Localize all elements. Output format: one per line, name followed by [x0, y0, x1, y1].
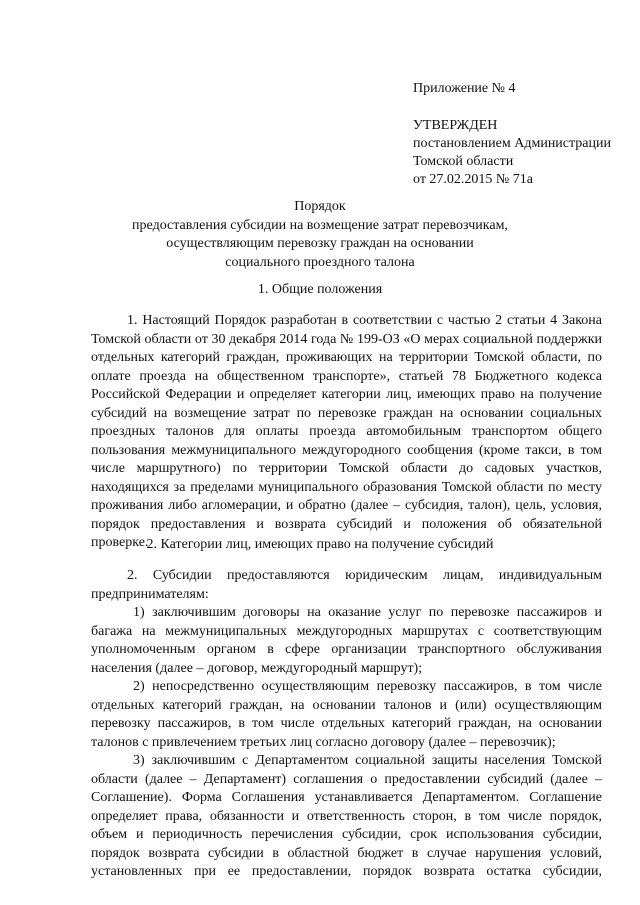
section-1-heading: 1. Общие положения: [257, 282, 383, 297]
approval-stamp: [413, 80, 623, 189]
title-line-1: Порядок: [294, 199, 346, 214]
paragraph-2: 2. Субсидии предоставляются юридическим лицам, индивидуальным предпринимателям:: [91, 568, 602, 602]
appendix-label: Приложение № 4: [413, 81, 516, 96]
title-line-2: предоставления субсидии на возмещение затрат перевозчикам,: [132, 217, 508, 233]
approved-by-line-2: Томской области: [413, 154, 514, 169]
title-line-4: социального проездного талона: [225, 254, 415, 270]
approved-by-line-1: постановлением Администрации: [413, 136, 611, 151]
approved-label: УТВЕРЖДЕН: [413, 118, 498, 133]
list-item-1: 1) заключившим договоры на оказание услуг по перевозке пассажиров и багажа на межмуниципальных междугородных маршрутах с соответствующим уполномоченным органом в сфере организации транспортного обслуживания населения (далее – договор, междугородный маршрут);: [91, 605, 602, 676]
list-item-3: 3) заключившим с Департаментом социальной защиты населения Томской области (далее – Департамент) соглашения о предоставлении субсидий (далее – Соглашение). Форма Соглашения устанавливается Департаментом. Соглашение определяет права, обязанности и ответственность сторон, в том числе порядок, объем и периодичность перечисления субсидии, срок использования субсидии, порядок возврата субсидии в областной бюджет в случае нарушения условий, установленных при ее предоставлении, порядок возврата остатка субсидии,: [91, 753, 602, 879]
title-line-3: осуществляющим перевозку граждан на основании: [166, 236, 474, 251]
list-item-2: 2) непосредственно осуществляющим перевозку пассажиров, в том числе отдельных категорий граждан, на основании талонов и (или) осуществляющим перевозку пассажиров, в том числе отдельных категорий граждан, на основании талонов с привлечением третьих лиц согласно договору (далее – перевозчик);: [91, 679, 602, 750]
decree-reference: от 27.02.2015 № 71а: [413, 172, 534, 187]
section-2-body: [91, 567, 602, 882]
section-2-heading: 2. Категории лиц, имеющих право на получение субсидий: [146, 537, 494, 552]
document-title: [60, 198, 580, 272]
paragraph-1: 1. Настоящий Порядок разработан в соответствии с частью 2 статьи 4 Закона Томской области от 30 декабря 2014 года № 199-ОЗ «О мерах социальной поддержки отдельных категорий граждан, проживающих на территории Томской области, по оплате проезда на общественном транспорте», статьей 78 Бюджетного кодекса Российской Федерации и определяет категории лиц, имеющих право на получение субсидий на возмещение затрат по перевозке граждан на основании социальных проездных талонов для оплаты проезда автомобильным транспортом общего пользования межмуниципального междугородного сообщения (кроме такси, в том числе маршрутного) по территории Томской области до садовых участков, находящихся за пределами муниципального образования Томской области по месту проживания либо агломерации, и обратно (далее – субсидия, талон), цель, условия, порядок предоставления и возврата субсидий и положения об обязательной проверке.: [91, 313, 602, 550]
section-1-body: [91, 312, 602, 553]
